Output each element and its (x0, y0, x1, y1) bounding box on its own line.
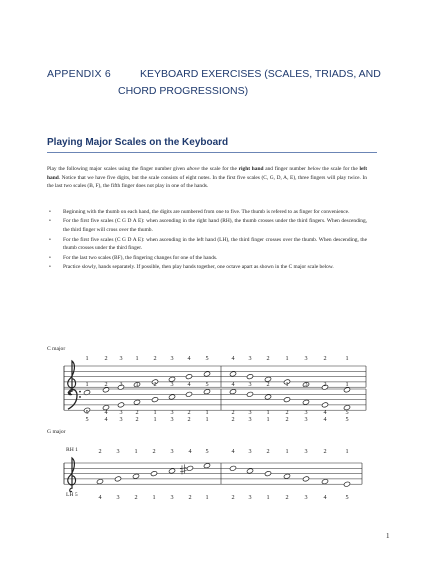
c-fingering-above: 4 (187, 355, 191, 362)
c-bass-note (229, 389, 236, 395)
c-fingering-above: 1 (85, 355, 89, 362)
c-fingering-bass-2: 3 (170, 416, 174, 423)
c-fingering-bass-2: 3 (304, 416, 308, 423)
g-fingering-lh: 5 (345, 494, 349, 501)
list-item: • Practice slowly, hands separately. If possible, then play hands together, one octave apart as shown in the C major scale below. (49, 264, 334, 271)
c-bass-note (264, 394, 271, 400)
g-treble-note (264, 471, 271, 477)
g-treble-note (168, 468, 175, 474)
g-treble-note (246, 468, 253, 474)
c-fingering-bass-2: 1 (266, 416, 270, 423)
c-fingering-bass-2: 2 (187, 416, 191, 423)
c-bass-note (151, 397, 158, 403)
c-fingering-mid: 2 (104, 381, 108, 388)
c-fingering-bass-2: 2 (135, 416, 139, 423)
g-fingering-lh: 4 (98, 494, 102, 501)
g-treble-note (150, 471, 157, 477)
g-fingering-lh: 2 (188, 494, 192, 501)
c-fingering-bass-1: 4 (104, 409, 108, 416)
appendix-label: APPENDIX 6 (47, 68, 111, 80)
c-fingering-bass-2: 2 (285, 416, 289, 423)
g-fingering-lh: 1 (266, 494, 270, 501)
appendix-title-line2: CHORD PROGRESSIONS) (118, 85, 249, 97)
c-fingering-above: 4 (231, 355, 235, 362)
c-fingering-mid: 5 (205, 381, 209, 388)
g-fingering-rh: 2 (266, 448, 270, 455)
g-fingering-lh: 3 (116, 494, 120, 501)
c-treble-note (203, 371, 210, 377)
c-fingering-bass-1: 3 (304, 409, 308, 416)
c-fingering-mid: 1 (135, 381, 139, 388)
g-treble-note (132, 473, 139, 479)
g-fingering-rh: 1 (134, 448, 138, 455)
g-fingering-lh: 2 (231, 494, 235, 501)
c-treble-note (246, 374, 253, 380)
c-bass-note (283, 397, 290, 403)
g-fingering-lh: 1 (152, 494, 156, 501)
c-fingering-above: 3 (170, 355, 174, 362)
c-fingering-bass-2: 3 (248, 416, 252, 423)
c-treble-note (83, 389, 90, 395)
g-fingering-rh: 3 (116, 448, 120, 455)
c-bass-note (185, 391, 192, 397)
g-fingering-rh: 2 (152, 448, 156, 455)
g-fingering-rh: 4 (231, 448, 235, 455)
c-fingering-bass-2: 5 (345, 416, 349, 423)
list-item: • Beginning with the thumb on each hand, the digits are numbered from one to five. The thumb is refered to as finger for convenience. (49, 209, 350, 215)
lh-label: LH 5 (66, 492, 78, 498)
intro-paragraph: Play the following major scales using the finger number given above the scale for the right hand and finger number below the scale for the left hand. Notice that we have five digits, but the scale consists of eight notes. In the first five scales (C, G, D, A, E), three fingers will play twice. In the last two scales (B, F), the fifth finger does not play in one of the hands. (47, 166, 367, 190)
g-fingering-rh: 2 (323, 448, 327, 455)
c-fingering-mid: 2 (323, 381, 327, 388)
c-major-label: C major (47, 346, 66, 352)
c-fingering-mid: 2 (266, 381, 270, 388)
g-fingering-lh: 2 (134, 494, 138, 501)
g-fingering-rh: 4 (188, 448, 192, 455)
c-fingering-above: 5 (205, 355, 209, 362)
g-treble-note (302, 476, 309, 482)
g-fingering-lh: 1 (205, 494, 209, 501)
rh-label: RH 1 (66, 447, 78, 453)
c-fingering-mid: 4 (187, 381, 191, 388)
c-fingering-mid: 1 (285, 381, 289, 388)
appendix-title-line1: KEYBOARD EXERCISES (SCALES, TRIADS, AND (140, 68, 381, 80)
c-fingering-mid: 3 (248, 381, 252, 388)
g-treble-note (321, 479, 328, 485)
c-fingering-above: 2 (104, 355, 108, 362)
c-fingering-mid: 4 (231, 381, 235, 388)
c-fingering-above: 2 (266, 355, 270, 362)
c-fingering-bass-1: 2 (135, 409, 139, 416)
list-item: • For the last two scales (BF), the fingering changes for one of the hands. (49, 254, 218, 261)
c-fingering-bass-1: 3 (248, 409, 252, 416)
c-fingering-bass-1: 3 (170, 409, 174, 416)
c-fingering-mid: 1 (85, 381, 89, 388)
c-fingering-mid: 1 (345, 381, 349, 388)
c-fingering-mid: 3 (119, 381, 123, 388)
c-bass-note (302, 399, 309, 405)
c-fingering-bass-1: 2 (231, 409, 235, 416)
c-bass-note (246, 391, 253, 397)
c-fingering-above: 1 (135, 355, 139, 362)
c-bass-note (203, 389, 210, 395)
c-fingering-bass-2: 1 (205, 416, 209, 423)
g-fingering-rh: 3 (170, 448, 174, 455)
g-fingering-rh: 2 (98, 448, 102, 455)
g-treble-note (96, 479, 103, 485)
c-fingering-above: 3 (304, 355, 308, 362)
g-fingering-rh: 3 (304, 448, 308, 455)
g-treble-note (186, 465, 193, 471)
g-fingering-rh: 3 (248, 448, 252, 455)
g-treble-note (343, 481, 350, 487)
c-fingering-bass-1: 2 (187, 409, 191, 416)
c-bass-note (321, 402, 328, 408)
c-fingering-above: 2 (323, 355, 327, 362)
g-fingering-lh: 3 (170, 494, 174, 501)
g-treble-note (114, 476, 121, 482)
g-treble-note (283, 473, 290, 479)
c-fingering-bass-2: 4 (323, 416, 327, 423)
sharp-icon (180, 464, 187, 474)
c-fingering-bass-2: 3 (119, 416, 123, 423)
list-item: • For the first five scales (C G D A E): when ascending in the left hand (LH), the third finger crosses over the thumb. When descending, the thumb crosses under the third finger. (49, 236, 367, 252)
c-fingering-mid: 3 (170, 381, 174, 388)
c-fingering-above: 3 (119, 355, 123, 362)
c-bass-note (168, 394, 175, 400)
c-fingering-bass-1: 2 (285, 409, 289, 416)
g-fingering-lh: 2 (285, 494, 289, 501)
g-major-label: G major (47, 429, 66, 435)
c-fingering-bass-1: 5 (85, 409, 89, 416)
c-fingering-above: 1 (285, 355, 289, 362)
g-treble-note (203, 463, 210, 469)
c-fingering-bass-2: 2 (231, 416, 235, 423)
g-fingering-rh: 1 (285, 448, 289, 455)
c-fingering-bass-1: 3 (119, 409, 123, 416)
g-treble-note (229, 465, 236, 471)
g-fingering-lh: 3 (248, 494, 252, 501)
section-title: Playing Major Scales on the Keyboard (47, 137, 229, 148)
g-fingering-rh: 1 (345, 448, 349, 455)
c-fingering-bass-1: 4 (323, 409, 327, 416)
c-fingering-mid: 3 (304, 381, 308, 388)
c-fingering-above: 2 (153, 355, 157, 362)
c-treble-note (229, 371, 236, 377)
g-fingering-lh: 4 (323, 494, 327, 501)
c-fingering-bass-1: 1 (205, 409, 209, 416)
c-fingering-above: 3 (248, 355, 252, 362)
c-fingering-bass-1: 1 (153, 409, 157, 416)
g-fingering-lh: 3 (304, 494, 308, 501)
bass-clef-icon-dot (79, 396, 81, 398)
c-fingering-above: 1 (345, 355, 349, 362)
list-item: • For the first five scales (C G D A E): when ascending in the right hand (RH), the thumb crosses under the third fingers. When descending, the third finger will cross over the thumb. (49, 218, 367, 234)
c-fingering-bass-1: 5 (345, 409, 349, 416)
bass-clef-icon-dot (79, 391, 81, 393)
c-treble-note (185, 374, 192, 380)
c-fingering-bass-2: 1 (153, 416, 157, 423)
c-fingering-bass-1: 1 (266, 409, 270, 416)
g-fingering-rh: 5 (205, 448, 209, 455)
c-bass-note (117, 402, 124, 408)
c-fingering-bass-2: 4 (104, 416, 108, 423)
c-fingering-bass-2: 5 (85, 416, 89, 423)
bass-clef-icon-dot (68, 392, 71, 395)
c-fingering-mid: 2 (153, 381, 157, 388)
page-number: 1 (386, 532, 390, 540)
c-bass-note (133, 399, 140, 405)
